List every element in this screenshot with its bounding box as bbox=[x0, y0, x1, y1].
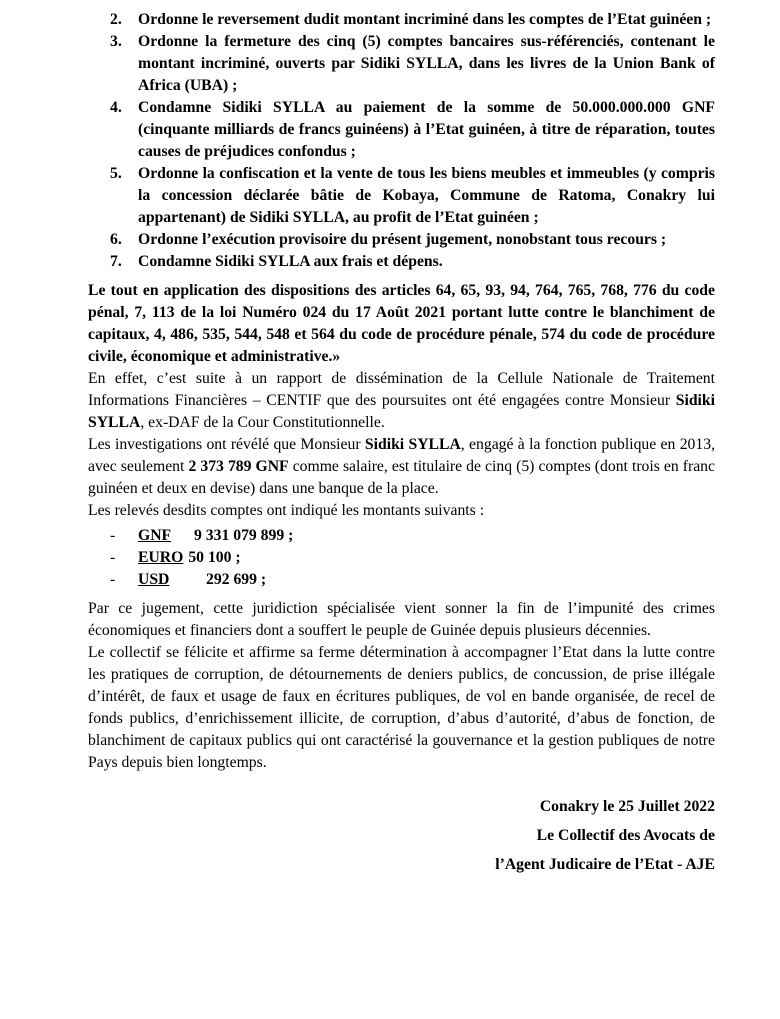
centif-text-after: , ex-DAF de la Cour Constitutionnelle. bbox=[140, 414, 385, 431]
list-item bbox=[110, 31, 715, 97]
list-dash: - bbox=[110, 527, 116, 544]
currency-label: USD bbox=[138, 571, 170, 588]
person-name: Sidiki SYLLA bbox=[364, 436, 461, 453]
item-text: Ordonne le reversement dudit montant incriminé dans les comptes de l’Etat guinéen ; bbox=[138, 11, 712, 28]
amounts-list bbox=[110, 525, 293, 591]
list-dash: - bbox=[110, 571, 116, 588]
item-number: 2. bbox=[110, 11, 122, 28]
numbered-list bbox=[110, 9, 715, 273]
signature-date: Conakry le 25 Juillet 2022 bbox=[539, 798, 715, 815]
paragraph-collectif: Le collectif se félicite et affirme sa ferme détermination à accompagner l’Etat dans la lutte contre les pratiques de corruption, de détournements de deniers publics, de concussion, de prise illégale d’intérêt, de faux et usage de faux en écritures publiques, de vol en bande organisée, de recel de fonds publics, d’enrichissement illicite, de corruption, d’abus d’autorité, d’abus de fonction, de blanchiment de capitaux publics qui ont caractérisé la gouvernance et la gestion publiques de notre Pays depuis bien longtemps. bbox=[88, 644, 715, 771]
list-item bbox=[110, 9, 715, 31]
item-number: 3. bbox=[110, 33, 122, 50]
item-number: 5. bbox=[110, 165, 122, 182]
item-text: Ordonne la confiscation et la vente de tous les biens meubles et immeubles (y compris la concession déclarée bâtie de Kobaya, Commune de Ratoma, Conakry lui appartenant) de Sidiki SYLLA, au profit de l’Etat guinéen ; bbox=[138, 165, 715, 226]
paragraph-centif bbox=[88, 368, 715, 434]
item-text: Condamne Sidiki SYLLA au paiement de la somme de 50.000.000.000 GNF (cinquante milliards de francs guinéens) à l’Etat guinéen, à titre de réparation, toutes causes de préjudices confondus ; bbox=[138, 99, 715, 160]
paragraph-investigations bbox=[88, 434, 715, 500]
signature-org-line-2: l’Agent Judicaire de l’Etat - AJE bbox=[495, 856, 715, 873]
amount-item bbox=[110, 547, 293, 569]
paragraph-articles: Le tout en application des dispositions des articles 64, 65, 93, 94, 764, 765, 768, 776 du code pénal, 7, 113 de la loi Numéro 024 du 17 Août 2021 portant lutte contre le blanchiment de capitaux, 4, 486, 535, 544, 548 et 564 du code de procédure pénale, 574 du code de procédure civile, économique et administrative.» bbox=[88, 282, 715, 365]
item-text: Ordonne la fermeture des cinq (5) comptes bancaires sus-référenciés, contenant le montant incriminé, ouverts par Sidiki SYLLA, dans les livres de la Union Bank of Africa (UBA) ; bbox=[138, 33, 715, 94]
item-text: Ordonne l’exécution provisoire du présent jugement, nonobstant tous recours ; bbox=[138, 231, 667, 248]
amount-item bbox=[110, 569, 293, 591]
centif-text-before: En effet, c’est suite à un rapport de dissémination de la Cellule Nationale de Traitement Informations Financières – CENTIF que des poursuites ont été engagées contre Monsieur bbox=[88, 370, 715, 409]
item-number: 7. bbox=[110, 253, 122, 270]
list-dash: - bbox=[110, 549, 116, 566]
amount-item bbox=[110, 525, 293, 547]
amount-value: 50 100 ; bbox=[188, 549, 241, 566]
amount-value: 9 331 079 899 ; bbox=[194, 527, 294, 544]
invest-text-3: comme salaire, est titulaire de cinq (5) comptes (dont trois en franc guinéen et deux en devise) dans une banque de la place. bbox=[88, 458, 715, 497]
paragraph-jugement: Par ce jugement, cette juridiction spécialisée vient sonner la fin de l’impunité des crimes économiques et financiers dont a souffert le peuple de Guinée depuis plusieurs décennies. bbox=[88, 600, 715, 639]
signature-org-line-1: Le Collectif des Avocats de bbox=[536, 827, 715, 844]
list-item bbox=[110, 97, 715, 163]
list-item bbox=[110, 163, 715, 229]
currency-label: EURO bbox=[138, 549, 184, 566]
person-name: Sidiki SYLLA bbox=[88, 392, 715, 431]
invest-text-1: Les investigations ont révélé que Monsieur bbox=[88, 436, 365, 453]
item-number: 4. bbox=[110, 99, 122, 116]
amount-value: 292 699 ; bbox=[206, 571, 267, 588]
salary-amount: 2 373 789 GNF bbox=[188, 458, 289, 475]
list-item bbox=[110, 229, 715, 251]
item-number: 6. bbox=[110, 231, 122, 248]
invest-text-2: , engagé à la fonction publique en 2013, avec seulement bbox=[88, 436, 715, 475]
item-text: Condamne Sidiki SYLLA aux frais et dépens. bbox=[138, 253, 443, 270]
paragraph-releves: Les relevés desdits comptes ont indiqué les montants suivants : bbox=[88, 502, 485, 519]
list-item bbox=[110, 251, 715, 273]
currency-label: GNF bbox=[138, 527, 172, 544]
